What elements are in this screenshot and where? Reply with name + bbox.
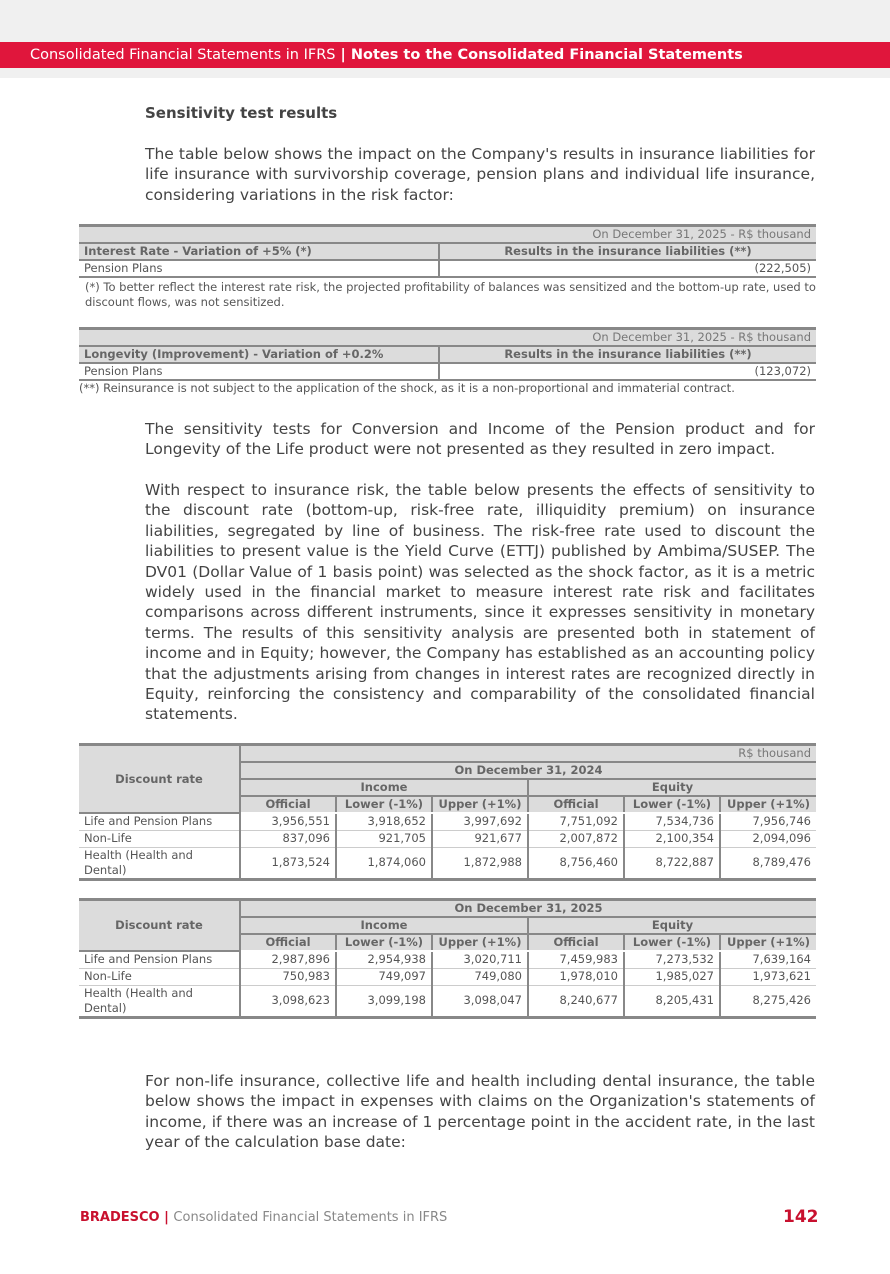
column-header: Official (240, 796, 336, 813)
interest-rate-table (79, 224, 816, 278)
cell-value: 1,872,988 (432, 847, 528, 879)
table-row (79, 951, 816, 968)
column-header: Lower (-1%) (336, 796, 432, 813)
row-header: Discount rate (79, 745, 240, 814)
cell-value: 749,097 (336, 968, 432, 985)
column-header: Official (240, 934, 336, 951)
column-header: Official (528, 796, 624, 813)
row-label: Life and Pension Plans (79, 951, 240, 968)
column-header: Upper (+1%) (432, 796, 528, 813)
cell-value: 3,956,551 (240, 813, 336, 830)
row-label: Health (Health and Dental) (79, 985, 240, 1017)
cell-value: 3,997,692 (432, 813, 528, 830)
table-row (79, 968, 816, 985)
footer-brand: BRADESCO (80, 1210, 160, 1225)
column-header: Official (528, 934, 624, 951)
cell-value: 3,098,047 (432, 985, 528, 1017)
cell-value: 8,789,476 (720, 847, 816, 879)
table-row (79, 830, 816, 847)
row-label: Pension Plans (79, 363, 439, 380)
cell-value: 750,983 (240, 968, 336, 985)
cell-value: 7,751,092 (528, 813, 624, 830)
row-value: (123,072) (754, 364, 811, 378)
cell-value: 2,007,872 (528, 830, 624, 847)
header-bar (0, 42, 890, 68)
footer-separator: | (159, 1210, 174, 1225)
cell-value: 8,240,677 (528, 985, 624, 1017)
row-label: Non-Life (79, 830, 240, 847)
column-header: Lower (-1%) (624, 934, 720, 951)
paragraph-non-life: For non-life insurance, collective life and health including dental insurance, the table below shows the impact in expenses with claims on the Organization's statements of income, if there was an increase of 1 percentage point in the accident rate, in the last year of the calculation base date: (145, 1072, 815, 1152)
cell-value: 1,973,621 (720, 968, 816, 985)
table-row (79, 985, 816, 1017)
cell-value: 7,639,164 (720, 951, 816, 968)
cell-value: 8,275,426 (720, 985, 816, 1017)
cell-value: 8,756,460 (528, 847, 624, 879)
column-header: Results in the insurance liabilities (**) (504, 347, 752, 361)
cell-value: 2,954,938 (336, 951, 432, 968)
column-header: Upper (+1%) (720, 934, 816, 951)
header-separator: | (335, 47, 351, 63)
cell-value: 3,099,198 (336, 985, 432, 1017)
cell-value: 2,987,896 (240, 951, 336, 968)
date-header: On December 31, 2025 (240, 900, 816, 918)
cell-value: 921,705 (336, 830, 432, 847)
paragraph-discount-rate: With respect to insurance risk, the table below presents the effects of sensitivity to the discount rate (bottom-up, risk-free rate, illiquidity premium) on insurance liabilities, segregated by line of business. The risk-free rate used to discount the liabilities to present value is the Yield Curve (ETTJ) published by Ambima/SUSEP. The DV01 (Dollar Value of 1 basis point) was selected as the shock factor, as it is a metric widely used in the financial market to measure interest rate risk and facilitates comparisons across different instruments, since it expresses sensitivity in monetary terms. The results of this sensitivity analysis are presented both in statement of income and in Equity; however, the Company has established as an accounting policy that the adjustments arising from changes in interest rates are recognized directly in Equity, reinforcing the consistency and comparability of the consolidated financial statements. (145, 481, 815, 724)
cell-value: 7,273,532 (624, 951, 720, 968)
row-label: Non-Life (79, 968, 240, 985)
cell-value: 3,918,652 (336, 813, 432, 830)
page-number: 142 (783, 1207, 819, 1227)
section-heading: Sensitivity test results (145, 104, 338, 122)
group-header-income: Income (240, 917, 528, 934)
discount-rate-table-2024 (79, 743, 816, 881)
footer-text: Consolidated Financial Statements in IFRS (173, 1210, 448, 1225)
cell-value: 921,677 (432, 830, 528, 847)
table-caption: On December 31, 2025 - R$ thousand (592, 227, 811, 241)
footnote-interest: (*) To better reflect the interest rate risk, the projected profitability of balances was sensitized and the bottom-up rate, used to discount flows, was not sensitized. (85, 280, 816, 309)
column-header: Interest Rate - Variation of +5% (*) (79, 243, 439, 260)
group-header-income: Income (240, 779, 528, 796)
cell-value: 1,874,060 (336, 847, 432, 879)
paragraph-intro: The table below shows the impact on the Company's results in insurance liabilities for life insurance with survivorship coverage, pension plans and individual life insurance, considering variations in the risk factor: (145, 145, 815, 204)
cell-value: 837,096 (240, 830, 336, 847)
date-header: On December 31, 2024 (240, 762, 816, 779)
discount-rate-table-2025 (79, 898, 816, 1019)
unit-label: R$ thousand (240, 745, 816, 763)
footnote-reinsurance: (**) Reinsurance is not subject to the application of the shock, as it is a non-proportional and immaterial contract. (79, 381, 735, 395)
cell-value: 1,978,010 (528, 968, 624, 985)
footer (80, 1210, 447, 1225)
column-header: Upper (+1%) (432, 934, 528, 951)
cell-value: 749,080 (432, 968, 528, 985)
longevity-table (79, 327, 816, 381)
column-header: Lower (-1%) (624, 796, 720, 813)
cell-value: 7,956,746 (720, 813, 816, 830)
row-label: Life and Pension Plans (79, 813, 240, 830)
cell-value: 3,098,623 (240, 985, 336, 1017)
column-header: Longevity (Improvement) - Variation of +0.2% (79, 346, 439, 363)
header-section: Consolidated Financial Statements in IFRS (30, 47, 336, 63)
cell-value: 3,020,711 (432, 951, 528, 968)
table-row (79, 813, 816, 830)
row-value: (222,505) (754, 261, 811, 275)
row-header: Discount rate (79, 900, 240, 952)
cell-value: 7,459,983 (528, 951, 624, 968)
cell-value: 8,722,887 (624, 847, 720, 879)
paragraph-zero-impact: The sensitivity tests for Conversion and Income of the Pension product and for Longevity of the Life product were not presented as they resulted in zero impact. (145, 420, 815, 459)
cell-value: 1,985,027 (624, 968, 720, 985)
group-header-equity: Equity (528, 779, 816, 796)
cell-value: 1,873,524 (240, 847, 336, 879)
cell-value: 7,534,736 (624, 813, 720, 830)
column-header: Upper (+1%) (720, 796, 816, 813)
row-label: Pension Plans (79, 260, 439, 277)
cell-value: 2,094,096 (720, 830, 816, 847)
table-row (79, 847, 816, 879)
column-header: Lower (-1%) (336, 934, 432, 951)
column-header: Results in the insurance liabilities (**) (504, 244, 752, 258)
row-label: Health (Health and Dental) (79, 847, 240, 879)
header-title: Notes to the Consolidated Financial Statements (350, 47, 743, 63)
cell-value: 8,205,431 (624, 985, 720, 1017)
cell-value: 2,100,354 (624, 830, 720, 847)
table-caption: On December 31, 2025 - R$ thousand (592, 330, 811, 344)
group-header-equity: Equity (528, 917, 816, 934)
